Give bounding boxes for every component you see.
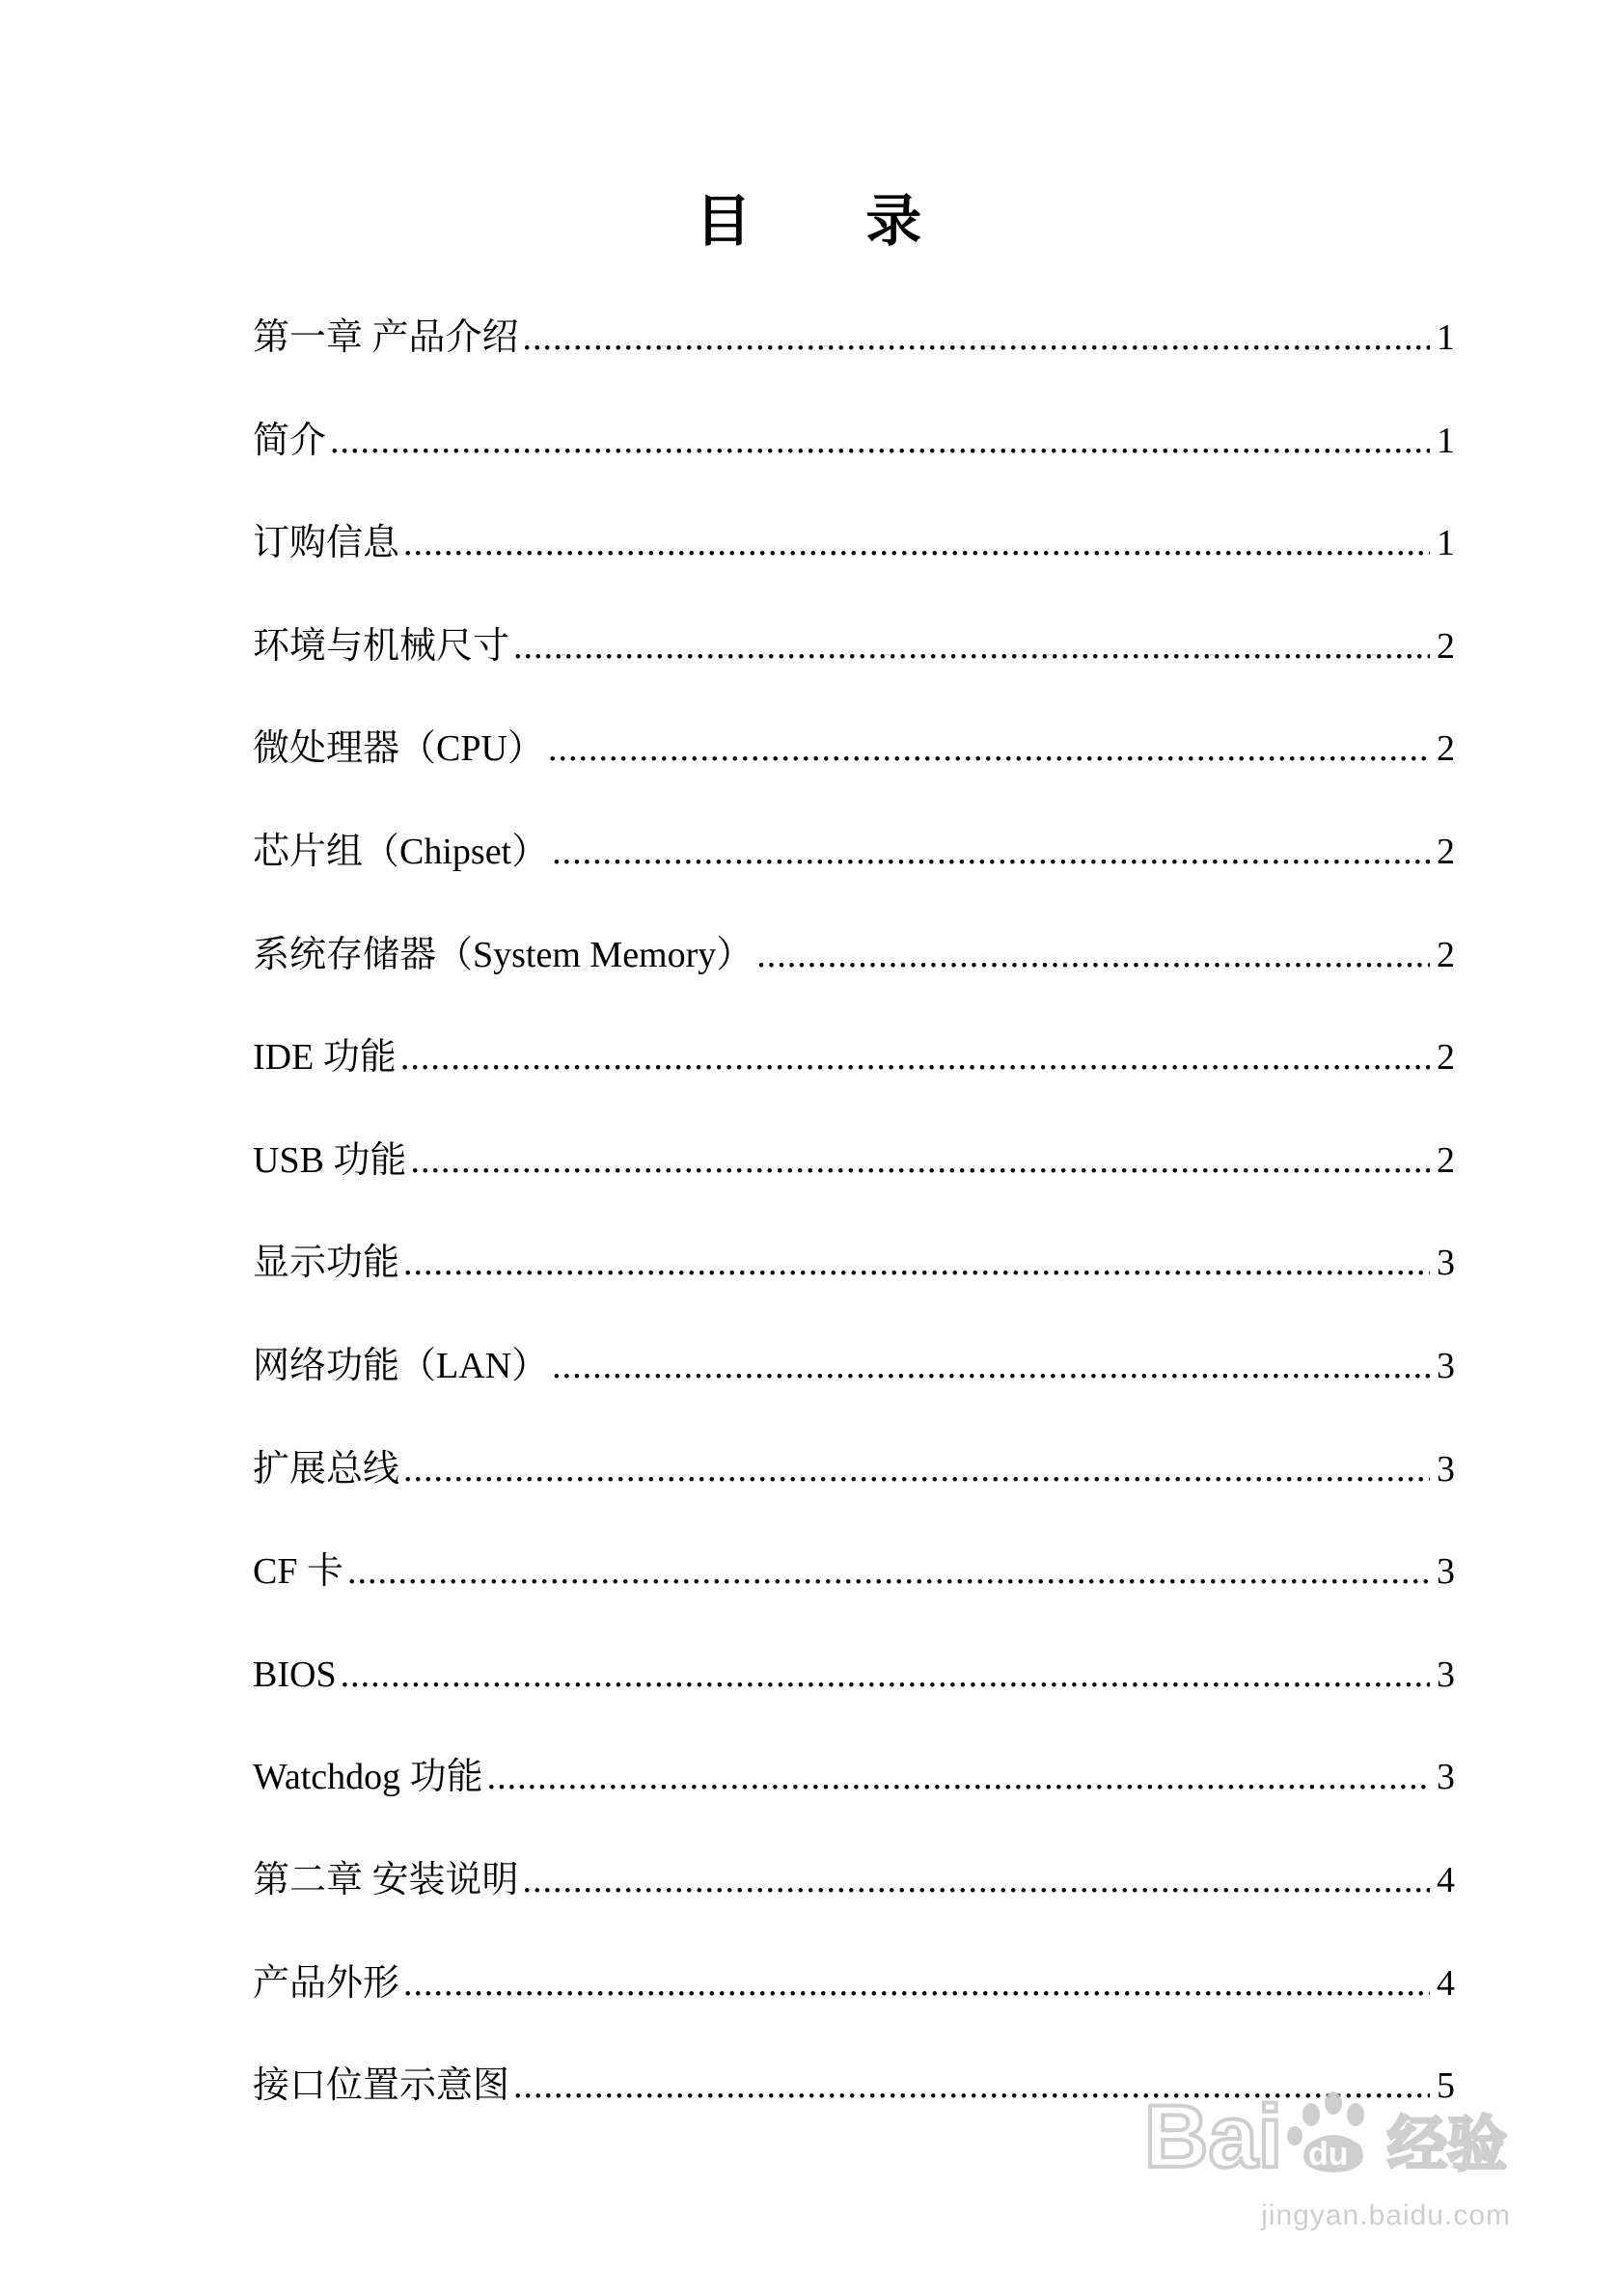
toc-entry[interactable]	[253, 712, 1455, 815]
toc-entry-label: 微处理器（CPU）	[253, 728, 544, 770]
toc-entry[interactable]	[253, 1226, 1455, 1329]
toc-entry-page-number: 2	[1437, 1037, 1455, 1079]
toc-entry-page-number: 5	[1437, 2065, 1455, 2107]
toc-entry-page-number: 3	[1437, 1551, 1455, 1593]
baidu-logo-icon	[1135, 2078, 1521, 2184]
toc-dot-leader	[403, 1226, 1430, 1299]
page-title: 目 录	[695, 190, 973, 253]
toc-entry-label: IDE 功能	[253, 1037, 397, 1079]
toc-dot-leader	[513, 610, 1430, 683]
svg-text:du: du	[1308, 2136, 1349, 2173]
toc-entry[interactable]	[253, 1638, 1455, 1741]
toc-entry-label: 显示功能	[253, 1243, 400, 1284]
toc-entry-label: 芯片组（Chipset）	[253, 831, 549, 872]
toc-entry-label: 网络功能（LAN）	[253, 1345, 549, 1386]
toc-entry-label: Watchdog 功能	[253, 1757, 483, 1798]
toc-dot-leader	[552, 1329, 1430, 1403]
toc-entry[interactable]	[253, 1433, 1455, 1536]
toc-dot-leader	[403, 1947, 1430, 2020]
toc-entry-label: 订购信息	[253, 523, 400, 564]
toc-entry[interactable]	[253, 815, 1455, 918]
toc-dot-leader	[487, 1740, 1430, 1814]
toc-dot-leader	[347, 1535, 1430, 1608]
toc-dot-leader	[523, 301, 1430, 374]
toc-entry[interactable]	[253, 1947, 1455, 2050]
toc-entry-page-number: 4	[1437, 1859, 1455, 1900]
toc-entry-page-number: 2	[1437, 625, 1455, 667]
toc-entry-page-number: 3	[1437, 1448, 1455, 1490]
toc-entry[interactable]	[253, 404, 1455, 507]
toc-entry-label: 第一章 产品介绍	[253, 317, 519, 358]
toc-entry-page-number: 2	[1437, 831, 1455, 872]
toc-entry[interactable]	[253, 301, 1455, 404]
toc-dot-leader	[400, 1021, 1430, 1094]
svg-text:Bai: Bai	[1144, 2088, 1283, 2184]
toc-entry-label: 简介	[253, 420, 327, 461]
toc-dot-leader	[410, 1124, 1430, 1197]
toc-entry-page-number: 3	[1437, 1654, 1455, 1695]
toc-dot-leader	[552, 815, 1430, 888]
toc-entry-label: 接口位置示意图	[253, 2065, 510, 2107]
toc-entry-page-number: 1	[1437, 523, 1455, 564]
toc-entry-page-number: 3	[1437, 1757, 1455, 1798]
toc-entry[interactable]	[253, 610, 1455, 713]
toc-dot-leader	[330, 404, 1430, 478]
toc-entry-page-number: 2	[1437, 728, 1455, 770]
toc-entry[interactable]	[253, 1535, 1455, 1638]
toc-entry-label: 环境与机械尺寸	[253, 625, 510, 667]
toc-entry-page-number: 4	[1437, 1962, 1455, 2004]
toc-dot-leader	[341, 1638, 1430, 1711]
toc-dot-leader	[548, 712, 1430, 785]
toc-dot-leader	[523, 1844, 1430, 1917]
toc-entry-page-number: 1	[1437, 420, 1455, 461]
toc-entry-label: USB 功能	[253, 1139, 407, 1181]
baidu-jingyan-watermark	[1135, 2078, 1521, 2232]
toc-entry-page-number: 3	[1437, 1243, 1455, 1284]
svg-text:经验: 经验	[1387, 2109, 1508, 2179]
toc-entry[interactable]	[253, 506, 1455, 610]
toc-dot-leader	[403, 506, 1430, 580]
toc-entry[interactable]	[253, 1329, 1455, 1433]
toc-entry-label: 产品外形	[253, 1962, 400, 2004]
toc-entry[interactable]	[253, 1124, 1455, 1227]
toc-entry[interactable]	[253, 918, 1455, 1022]
toc-entry-page-number: 2	[1437, 1139, 1455, 1181]
toc-entry-label: 扩展总线	[253, 1448, 400, 1490]
toc-entry[interactable]	[253, 1844, 1455, 1947]
toc-entry-label: CF 卡	[253, 1551, 343, 1593]
toc-dot-leader	[403, 1433, 1430, 1506]
toc-entry[interactable]	[253, 1021, 1455, 1124]
toc-entry-page-number: 2	[1437, 934, 1455, 975]
toc-entry-page-number: 1	[1437, 317, 1455, 358]
watermark-url: jingyan.baidu.com	[1261, 2200, 1511, 2231]
toc-entry-label: 系统存储器（System Memory）	[253, 934, 754, 975]
toc-entry[interactable]	[253, 1740, 1455, 1844]
toc-entry-label: 第二章 安装说明	[253, 1859, 519, 1900]
toc-entry-page-number: 3	[1437, 1345, 1455, 1386]
toc-dot-leader	[756, 918, 1430, 992]
toc-entry-label: BIOS	[253, 1654, 337, 1695]
table-of-contents	[253, 301, 1455, 2152]
